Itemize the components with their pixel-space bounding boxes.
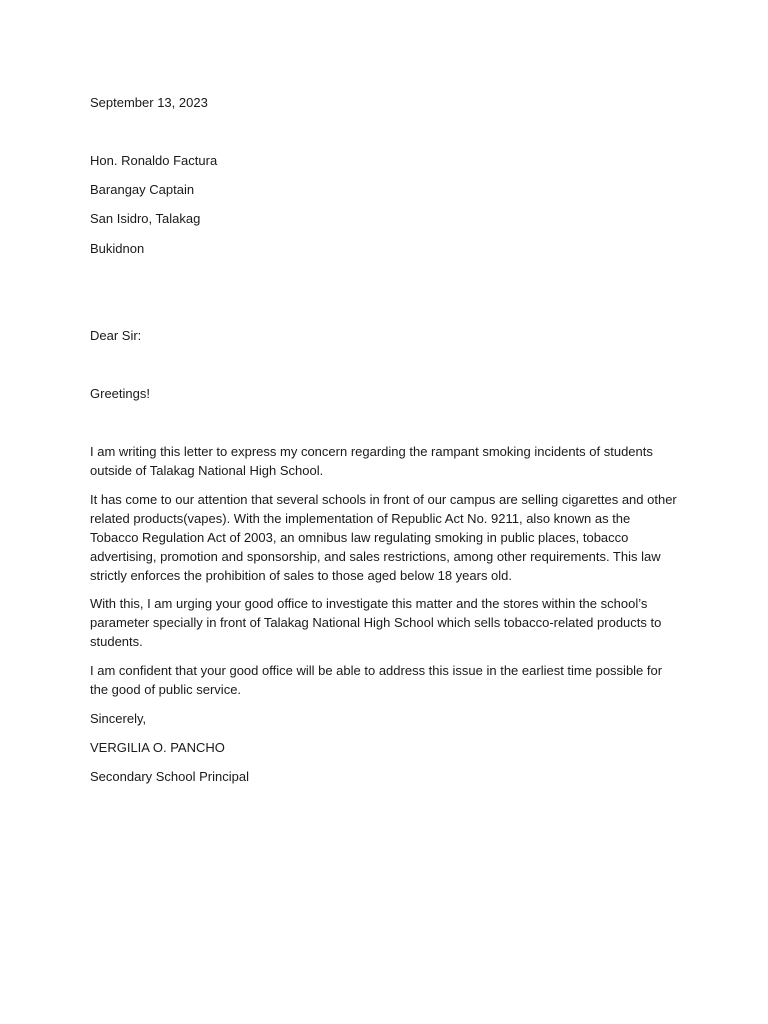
salutation: Dear Sir:	[90, 328, 142, 343]
recipient-address-line1: San Isidro, Talakag	[90, 211, 201, 226]
signer-title: Secondary School Principal	[90, 769, 249, 784]
closing: Sincerely,	[90, 711, 147, 726]
greeting: Greetings!	[90, 386, 150, 401]
recipient-name: Hon. Ronaldo Factura	[90, 153, 218, 168]
body-paragraph-4: I am confident that your good office will be able to address this issue in the earliest time possible for the good of public service.	[90, 663, 663, 697]
recipient-title: Barangay Captain	[90, 182, 195, 197]
body-paragraph-2: It has come to our attention that several schools in front of our campus are selling cigarettes and other related products(vapes). With the implementation of Republic Act No. 9211, also known as the Tobacco Regulation Act of 2003, an omnibus law regulating smoking in public places, tobacco advertising, promotion and sponsorship, and sales restrictions, among other requirements. This law strictly enforces the prohibition of sales to those aged below 18 years old.	[90, 492, 677, 583]
body-paragraph-3: With this, I am urging your good office to investigate this matter and the stores within the school’s parameter specially in front of Talakag National High School which sells tobacco-related products to students.	[90, 596, 662, 649]
letter-date: September 13, 2023	[90, 95, 208, 110]
signer-name: VERGILIA O. PANCHO	[90, 740, 225, 755]
body-paragraph-1: I am writing this letter to express my concern regarding the rampant smoking incidents of students outside of Talakag National High School.	[90, 444, 653, 478]
recipient-address-line2: Bukidnon	[90, 241, 145, 256]
